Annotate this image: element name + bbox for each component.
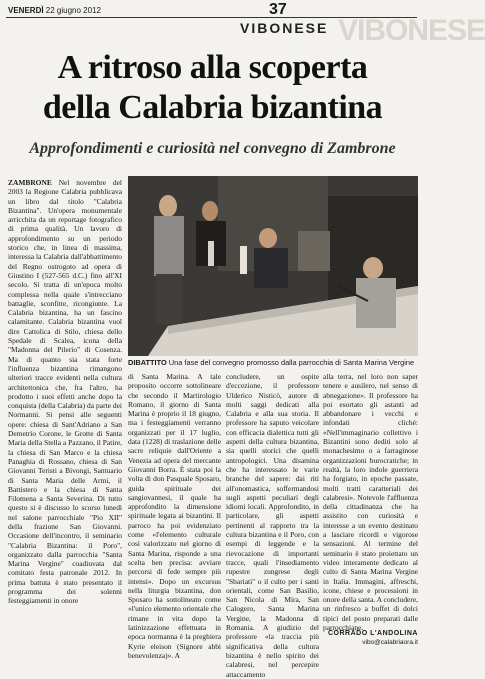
subtitle: Approfondimenti e curiosità nel convegno di Zambrone [29,140,396,157]
issue-date-text: 22 giugno 2012 [45,6,101,15]
article-column-3: concludere, un ospite d'eccezione, il professore Ulderico Nisticò, autore di molti saggi dedicati alla Calabria e alla sua storia. Il professore ha saputo veicolare con efficacia dialettica tutti gli aspetti della cultura bizantina, sia quelli storici che quelli antropologici. Una disamina che ha interessato le varie branche del sapere: dai riti all'onomastica, soffermandosi sugli aspetti peculiari degli idiomi locali. Approfondito, in particolare, gli aspetti pertinenti al rapporto tra la cultura bizantina e il Poro, con esempi di leggende e la rievocazione di importanti tracce, quali l'insediamento rupestre zungrese degli "Sbariati" o il culto per i santi orientali, come San Basilio, San Nicola di Mira, San Calogero, Santa Marina Vergine, la Madonna di Romania. A giudizio del professore «la traccia più significativa della cultura bizantina è nello spirito dei calabresi, nel percepire attaccamento [226,372,319,679]
article-column-2: di Santa Marina. A tale proposito occorre sottolineare che secondo il Martirologio Romano, il giorno di Santa Marina è proprio il 18 giugno, ma i festeggiamenti verranno organizzati per il 17 luglio, data (1228) di traslazione delle sacre reliquie dall'Oriente a Venezia ad opera del mercante Giovanni Borra. È stata poi la volta di don Pasquale Sposaro, guida spirituale dei sangiovannesi, il quale ha approfondito la dimensione spirituale legata ai bizantini. Il parroco ha poi evidenziato come «l'elemento culturale così valorizzato nel giorno di Santa Marina, risponde a una scelta ben precisa: avviare percorsi di fede sempre più intensi». Dopo un excursus nella liturgia bizantina, don Sposaro ha sottolineato come «l'unico elemento orientale che rimane in vita dopo la latinizzazione effettuata in epoca normanna è la preghiera Kyrie eleison (Signore abbi benevolenza)». A [128,372,221,660]
dateline: ZAMBRONE [8,178,52,187]
article-photo [128,176,418,356]
caption-text: Una fase del convegno promosso dalla parrocchia di Santa Marina Vergine [168,358,415,367]
section-watermark: VIBONESE [338,14,485,47]
page-number: 37 [269,1,287,18]
column-1-text: Nel novembre del 2003 la Regione Calabria pubblicava un libro dal titolo "Calabria Bizantina". Un'opera monumentale arricchita da un reportage fotografico di prima qualità. Un lavoro di approfondimento su un periodo storico che, in linea di massima, interessa la Calabria dall'abbattimento del Regno ostrogoto ad opera di Giustino I (527-565 d.C.) fino all'XI secolo. Si tratta di un'epoca molto complessa nella quale s'intrecciano battaglie, sconfitte, ricongiunte. La Calabria bizantina, ha un fascino calamitante. Calabria bizantina vuol dire Cattolica di Stilo, chiesa dello Spedale di Scalea, icona della "Madonna del Pilerio" di Cosenza. Ma di quanto sia stata forte l'influenza bizantina rimangono ulteriori tracce evidenti nella cultura architettonica che, fra l'altro, ha prodotto i suoi effetti anche dopo la conquista (della Calabria) da parte dei Normanni. Si pensi alle seguenti opere: chiesa di Sant'Adriano a San Demetrio Corone, le Grotte di Santa Maria della Stella a Pazzano, il Patire, la chiesa di San Marco e la chiesa Panaghia di Rossano, chiesa di San Giovanni Teristi a Bivongi, Santuario di Santa Maria delle Armi, il Battistero e la chiesa di Santa Filomena a Santa Severina. Di tutto questo si è discusso lo scorso lunedì nel salone parrocchiale "Pio XII" della frazione San Giovanni. Occasione dell'incontro, il seminario "Calabria Bizantina: il Poro", organizzato dalla parrocchia "Santa Marina Vergine" coadiuvata dal comitato festa patronale 2012. In prima battuta è stato presentato il programma dei solenni festeggiamenti in onore [8,178,122,606]
author-email: vibo@calabriaora.it [362,639,418,646]
headline-line2: della Calabria bizantina [42,89,383,126]
caption-lead: DIBATTITO [128,358,167,367]
article-column-1 [8,178,122,606]
issue-day: VENERDÌ [8,6,44,15]
photo-caption [128,358,418,367]
article-column-4: alla terra, nel loro non saper tenere e ausilero, nel senso di abnegazione». Il professore ha poi esortato gli astanti ad abbandonare i vecchi e infondati cliché: «Nell'immaginario collettivo i Bizantini sono dediti solo al monachesimo o a farraginose organizzazioni burocratiche; in realtà, la loro indole guerriera ha forgiato, in epoche passate, molti tratti caratteriali dei calabresi». Notevole l'affluenza della cittadinanza che ha assistito con curiosità e interesse a un evento destinato a lasciare ricordi e vigorose sensazioni. Al termine del seminario è stato proiettato un video interamente dedicato al culto di Santa Marina Vergine in Italia. Immagini, affreschi, icone, chiese e processioni in onore della santa. A concludere, un rinfresco a buffet di dolci tipici del posto preparati dalle parrocchiane. [323,372,418,633]
headline-line1: A ritroso alla scoperta [57,49,368,86]
section-title: VIBONESE [240,20,329,36]
author-signature: CORRADO L'ANDOLINA [328,630,418,637]
issue-date [8,6,101,15]
